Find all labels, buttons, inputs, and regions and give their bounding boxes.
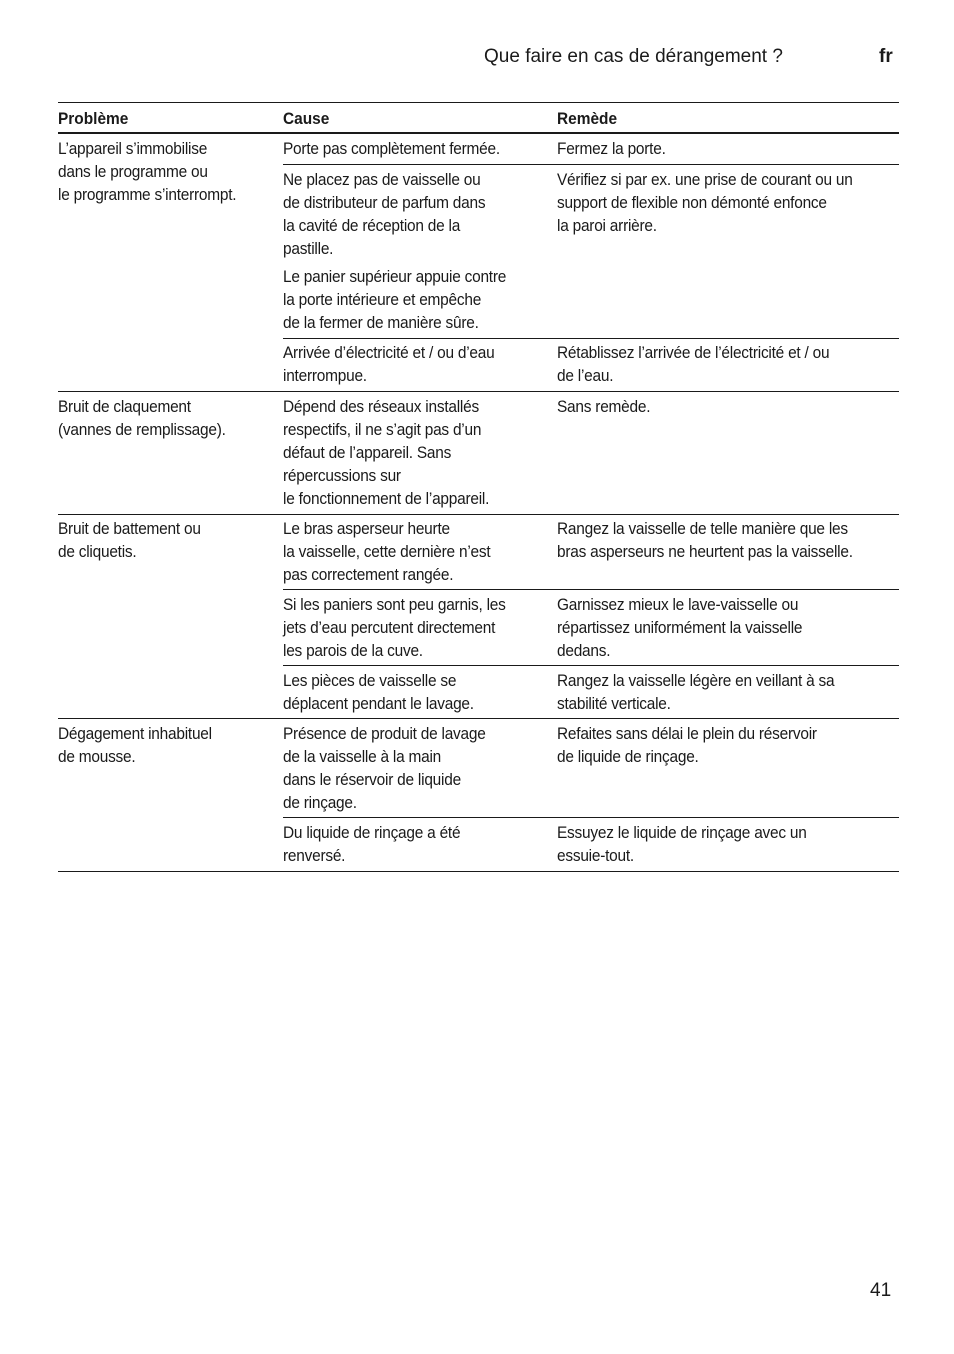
table-top-rule bbox=[58, 102, 899, 103]
column-header-remedy: Remède bbox=[557, 109, 618, 128]
language-code: fr bbox=[879, 46, 893, 67]
cause-cell: Arrivée d’électricité et / ou d’eau interrompue. bbox=[283, 343, 495, 385]
remedy-cell: Sans remède. bbox=[557, 397, 651, 416]
remedy-cell: Vérifiez si par ex. une prise de courant ou un support de flexible non démonté enfonce la paroi arrière. bbox=[557, 170, 853, 235]
cause-cell: Porte pas complètement fermée. bbox=[283, 139, 500, 158]
remedy-cell: Rangez la vaisselle légère en veillant à sa stabilité verticale. bbox=[557, 671, 835, 713]
remedy-cell: Rangez la vaisselle de telle manière que les bras asperseurs ne heurtent pas la vaisselle. bbox=[557, 519, 853, 561]
row-rule bbox=[283, 817, 899, 818]
problem-cell: L’appareil s’immobilise dans le programme ou le programme s’interrompt. bbox=[58, 139, 237, 204]
problem-cell: Bruit de claquement (vannes de remplissage). bbox=[58, 397, 226, 439]
remedy-cell: Garnissez mieux le lave-vaisselle ou répartissez uniformément la vaisselle dedans. bbox=[557, 595, 803, 660]
page-section-title: Que faire en cas de dérangement ? bbox=[484, 46, 783, 67]
cause-cell: Si les paniers sont peu garnis, les jets d’eau percutent directement les parois de la cuve. bbox=[283, 595, 506, 660]
cause-cell: Les pièces de vaisselle se déplacent pendant le lavage. bbox=[283, 671, 474, 713]
cause-cell: Dépend des réseaux installés respectifs, il ne s’agit pas d’un défaut de l’appareil. Sans répercussions sur le fonctionnement de l’appareil. bbox=[283, 397, 490, 508]
column-header-problem: Problème bbox=[58, 109, 129, 128]
table-bottom-rule bbox=[58, 871, 899, 872]
column-header-cause: Cause bbox=[283, 109, 330, 128]
page-number: 41 bbox=[870, 1280, 892, 1301]
header-rule bbox=[58, 132, 899, 134]
group-rule bbox=[58, 391, 899, 392]
problem-cell: Bruit de battement ou de cliquetis. bbox=[58, 519, 201, 561]
group-rule bbox=[58, 718, 899, 719]
row-rule bbox=[283, 164, 899, 165]
cause-cell: Ne placez pas de vaisselle ou de distributeur de parfum dans la cavité de réception de la pastille. bbox=[283, 170, 486, 258]
row-rule bbox=[283, 665, 899, 666]
cause-cell: Du liquide de rinçage a été renversé. bbox=[283, 823, 461, 865]
row-rule bbox=[283, 338, 899, 339]
group-rule bbox=[58, 514, 899, 515]
row-rule bbox=[283, 589, 899, 590]
cause-cell: Le panier supérieur appuie contre la porte intérieure et empêche de la fermer de manière sûre. bbox=[283, 267, 507, 332]
cause-cell: Le bras asperseur heurte la vaisselle, cette dernière n’est pas correctement rangée. bbox=[283, 519, 491, 584]
cause-cell: Présence de produit de lavage de la vaisselle à la main dans le réservoir de liquide de rinçage. bbox=[283, 724, 486, 812]
problem-cell: Dégagement inhabituel de mousse. bbox=[58, 724, 212, 766]
remedy-cell: Fermez la porte. bbox=[557, 139, 666, 158]
remedy-cell: Rétablissez l’arrivée de l’électricité et / ou de l’eau. bbox=[557, 343, 830, 385]
remedy-cell: Essuyez le liquide de rinçage avec un essuie-tout. bbox=[557, 823, 807, 865]
remedy-cell: Refaites sans délai le plein du réservoir de liquide de rinçage. bbox=[557, 724, 817, 766]
